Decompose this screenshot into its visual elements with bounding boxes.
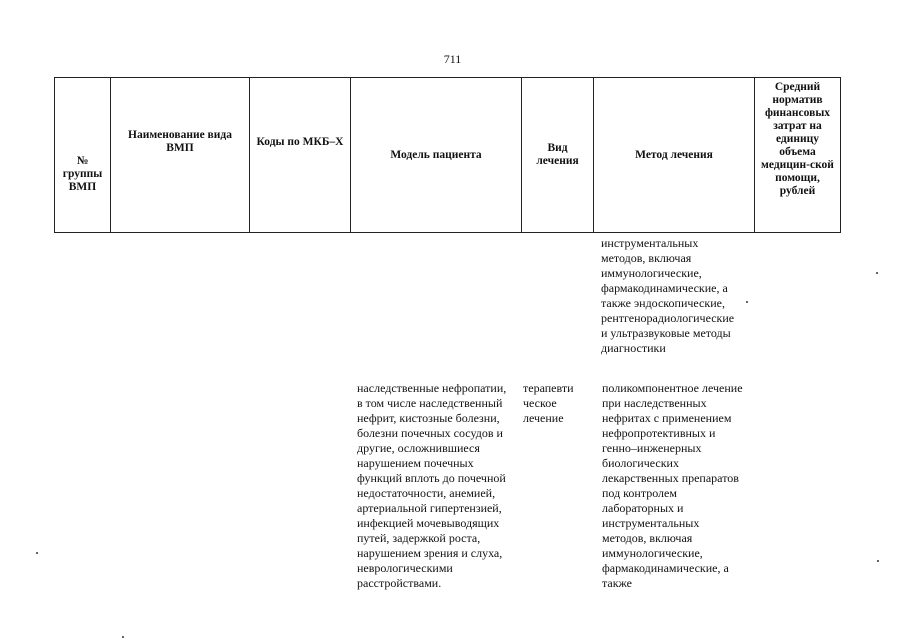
header-treatment-method: Метод лечения (594, 78, 755, 233)
header-average-cost: Средний норматив финансовых затрат на единицу объема медицин-ской помощи, рублей (755, 78, 841, 233)
treatment-method-text: поликомпонентное лечение при наследственных нефритах с применением нефропротективных и генно–инженерных биологических лекарственных препаратов под контролем лабораторных и инструментальных методов, включая иммунологические, фармакодинамические, а также (602, 381, 743, 590)
treatment-type-text: терапевти ческое лечение (523, 381, 574, 425)
scan-mark (877, 560, 879, 562)
header-patient-model: Модель пациента (351, 78, 522, 233)
patient-model-text: наследственные нефропатии, в том числе наследственный нефрит, кистозные болезни, болезни почечных сосудов и другие, осложнившиеся нарушением почечных функций вплоть до почечной недостаточности, анемией, артериальной гипертензией, инфекцией мочевыводящих путей, задержкой роста, нарушением зрения и слуха, неврологическими расстройствами. (357, 381, 507, 590)
scan-mark (36, 552, 38, 554)
header-group-number: № группы ВМП (55, 78, 111, 233)
header-vmp-name: Наименование вида ВМП (111, 78, 250, 233)
table-header (54, 77, 841, 233)
page-number: 711 (443, 52, 462, 66)
method-continuation-text: инструментальных методов, включая иммунологические, фармакодинамические, а также эндоскопические, рентгенорадиологические и ультразвуковые методы диагностики (601, 236, 735, 355)
header-icd-codes: Коды по МКБ–X (250, 78, 351, 233)
scan-mark (122, 636, 124, 638)
header-treatment-type: Вид лечения (522, 78, 594, 233)
scan-mark (746, 301, 748, 303)
scan-mark (876, 272, 878, 274)
